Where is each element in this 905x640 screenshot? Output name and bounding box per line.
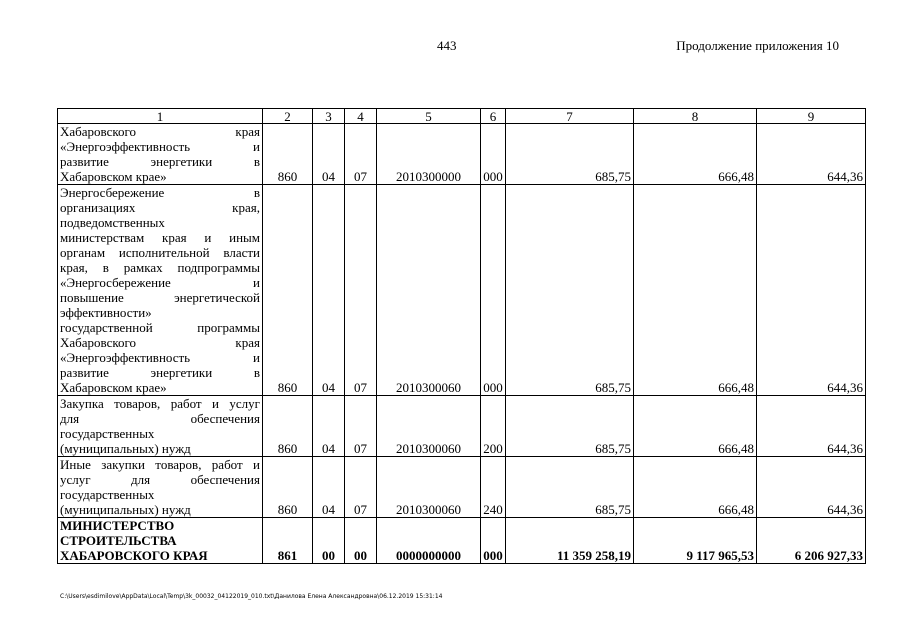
table-row — [58, 124, 866, 185]
row-name-cell — [58, 457, 263, 518]
column-header: 4 — [345, 109, 377, 124]
admin-code-cell: 860 — [263, 396, 313, 457]
column-header: 5 — [377, 109, 481, 124]
subsection-cell: 07 — [345, 457, 377, 518]
row-name-line: (муниципальных) нужд — [60, 441, 191, 456]
amount-year2-cell: 666,48 — [634, 396, 757, 457]
budget-table — [57, 108, 866, 564]
column-header: 8 — [634, 109, 757, 124]
admin-code-cell: 860 — [263, 124, 313, 185]
column-header: 7 — [506, 109, 634, 124]
section-cell: 04 — [313, 396, 345, 457]
footer-file-path: C:\Users\esdimilove\AppData\Local\Temp\3k_00032_04122019_010.txt\Данилова Елена Александровна\06.12.2019 15:31:14 — [60, 593, 443, 600]
appendix-note: Продолжение приложения 10 — [676, 38, 839, 53]
row-name-line: МИНИСТЕРСТВО — [60, 518, 175, 533]
subsection-cell: 00 — [345, 518, 377, 564]
row-name-line: эффективности» — [60, 305, 152, 320]
row-name-line: организациях края, — [60, 200, 260, 215]
amount-year2-cell: 666,48 — [634, 457, 757, 518]
expense-type-cell: 000 — [481, 124, 506, 185]
section-cell: 04 — [313, 124, 345, 185]
table-row — [58, 518, 866, 564]
row-name-line: Хабаровском крае» — [60, 169, 167, 184]
amount-year3-cell: 644,36 — [757, 185, 866, 396]
expense-type-cell: 200 — [481, 396, 506, 457]
row-name-line: повышение энергетической — [60, 290, 260, 305]
column-header: 6 — [481, 109, 506, 124]
column-header: 2 — [263, 109, 313, 124]
target-article-cell: 0000000000 — [377, 518, 481, 564]
row-name-line: (муниципальных) нужд — [60, 502, 191, 517]
amount-year3-cell: 644,36 — [757, 124, 866, 185]
amount-year2-cell: 666,48 — [634, 124, 757, 185]
amount-year3-cell: 6 206 927,33 — [757, 518, 866, 564]
row-name-line: Хабаровского края — [60, 124, 260, 139]
target-article-cell: 2010300000 — [377, 124, 481, 185]
row-name-line: Энергосбережение в — [60, 185, 260, 200]
row-name-line: органам исполнительной власти — [60, 245, 260, 260]
expense-type-cell: 000 — [481, 185, 506, 396]
row-name-line: министерствам края и иным — [60, 230, 260, 245]
row-name-line: «Энергоэффективность и — [60, 350, 260, 365]
column-header: 9 — [757, 109, 866, 124]
row-name-line: «Энергоэффективность и — [60, 139, 260, 154]
amount-year3-cell: 644,36 — [757, 457, 866, 518]
amount-year3-cell: 644,36 — [757, 396, 866, 457]
page-number: 443 — [437, 38, 457, 53]
row-name-cell — [58, 396, 263, 457]
table-row — [58, 396, 866, 457]
expense-type-cell: 240 — [481, 457, 506, 518]
amount-year1-cell: 685,75 — [506, 457, 634, 518]
target-article-cell: 2010300060 — [377, 457, 481, 518]
column-header: 1 — [58, 109, 263, 124]
column-header: 3 — [313, 109, 345, 124]
row-name-line: подведомственных — [60, 215, 165, 230]
amount-year1-cell: 685,75 — [506, 124, 634, 185]
row-name-line: государственных — [60, 487, 155, 502]
row-name-cell — [58, 518, 263, 564]
row-name-line: Закупка товаров, работ и услуг — [60, 396, 260, 411]
row-name-line: государственных — [60, 426, 155, 441]
amount-year2-cell: 9 117 965,53 — [634, 518, 757, 564]
admin-code-cell: 860 — [263, 457, 313, 518]
table-row — [58, 457, 866, 518]
target-article-cell: 2010300060 — [377, 396, 481, 457]
admin-code-cell: 860 — [263, 185, 313, 396]
row-name-cell — [58, 124, 263, 185]
row-name-line: СТРОИТЕЛЬСТВА — [60, 533, 177, 548]
subsection-cell: 07 — [345, 185, 377, 396]
section-cell: 04 — [313, 457, 345, 518]
row-name-line: услуг для обеспечения — [60, 472, 260, 487]
expense-type-cell: 000 — [481, 518, 506, 564]
row-name-line: государственной программы — [60, 320, 260, 335]
section-cell: 04 — [313, 185, 345, 396]
row-name-line: для обеспечения — [60, 411, 260, 426]
amount-year2-cell: 666,48 — [634, 185, 757, 396]
amount-year1-cell: 685,75 — [506, 396, 634, 457]
target-article-cell: 2010300060 — [377, 185, 481, 396]
row-name-cell — [58, 185, 263, 396]
row-name-line: развитие энергетики в — [60, 365, 260, 380]
row-name-line: Хабаровском крае» — [60, 380, 167, 395]
amount-year1-cell: 685,75 — [506, 185, 634, 396]
column-header-row — [58, 109, 866, 124]
admin-code-cell: 861 — [263, 518, 313, 564]
table-row — [58, 185, 866, 396]
row-name-line: Хабаровского края — [60, 335, 260, 350]
section-cell: 00 — [313, 518, 345, 564]
row-name-line: развитие энергетики в — [60, 154, 260, 169]
subsection-cell: 07 — [345, 396, 377, 457]
row-name-line: Иные закупки товаров, работ и — [60, 457, 260, 472]
subsection-cell: 07 — [345, 124, 377, 185]
amount-year1-cell: 11 359 258,19 — [506, 518, 634, 564]
row-name-line: ХАБАРОВСКОГО КРАЯ — [60, 548, 208, 563]
row-name-line: «Энергосбережение и — [60, 275, 260, 290]
row-name-line: края, в рамках подпрограммы — [60, 260, 260, 275]
